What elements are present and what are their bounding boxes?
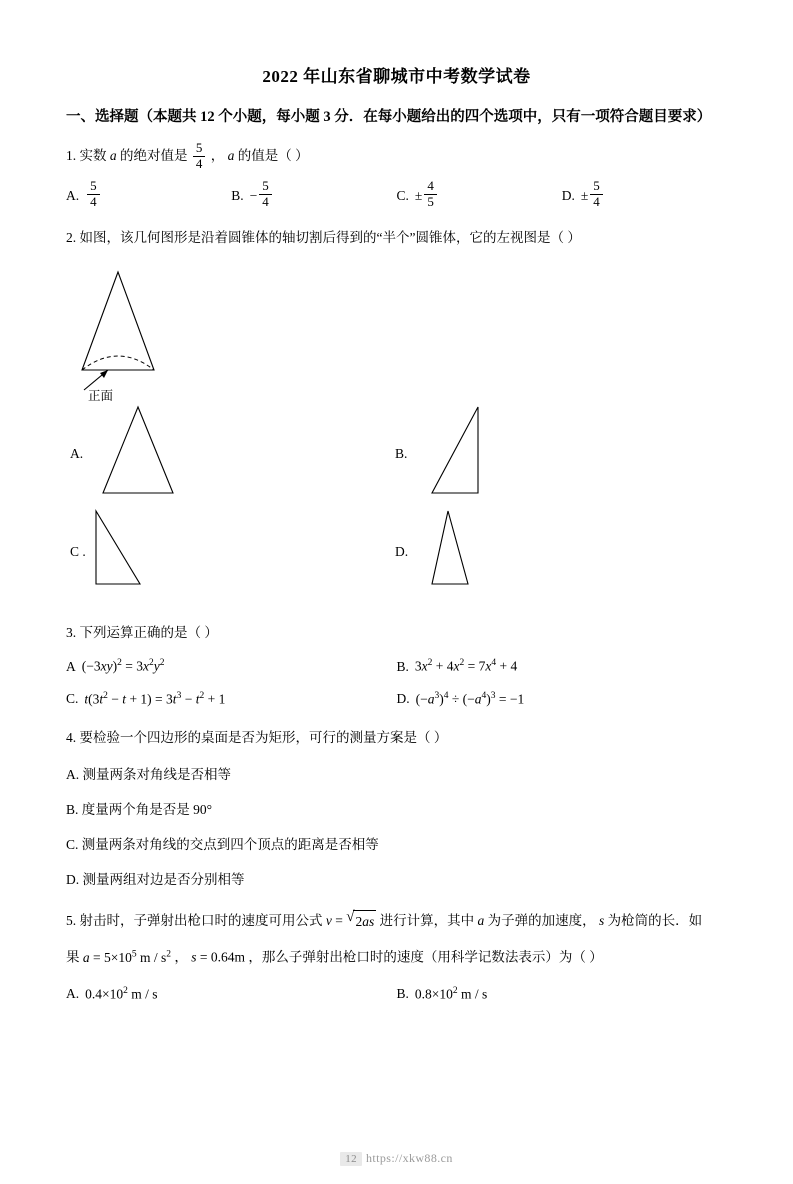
- q2-option-d-label: D.: [395, 543, 409, 559]
- q4-option-b-text: B. 度量两个角是否是 90°: [66, 802, 213, 818]
- q1-option-d-label: D.: [561, 187, 575, 203]
- q3-option-b[interactable]: [397, 658, 728, 675]
- q1-text-c: ，: [210, 148, 225, 164]
- q1-text-a: 1. 实数: [66, 148, 107, 164]
- q1-option-d[interactable]: [562, 180, 727, 210]
- q3-option-a-label: A: [66, 658, 76, 674]
- q1-option-c-num: 4: [427, 178, 434, 194]
- q5-line2-b: ，那么子弹射出枪口时的速度（用科学记数法表示）为（ ）: [248, 949, 603, 965]
- q1-option-a-num: 5: [90, 178, 97, 194]
- q5-text-b: 进行计算，其中: [379, 913, 475, 929]
- q1-option-d-den: 4: [590, 194, 603, 210]
- q5-line2-comma: ，: [174, 949, 188, 965]
- q3-option-d[interactable]: [397, 691, 728, 708]
- q1-fraction-denominator: 4: [193, 156, 206, 172]
- question-1: [66, 142, 727, 172]
- question-1-options: [66, 180, 727, 210]
- q4-option-b[interactable]: [66, 799, 727, 822]
- q4-option-a[interactable]: [66, 764, 727, 787]
- q2-option-b-figure[interactable]: [420, 401, 510, 501]
- q2-option-c-figure[interactable]: [88, 506, 178, 606]
- q1-var-a2: a: [227, 148, 235, 164]
- question-3-options-row1: [66, 658, 727, 675]
- question-3-options-row2: [66, 691, 727, 708]
- q5-line2-a: 果: [66, 949, 80, 965]
- q3-option-c-label: C.: [66, 691, 79, 707]
- q1-option-a-fraction: [87, 179, 100, 209]
- sqrt-icon: √ 2as: [346, 910, 376, 934]
- q5-option-a[interactable]: [66, 986, 397, 1003]
- front-label: 正面: [88, 388, 114, 403]
- q3-option-a[interactable]: [66, 658, 397, 675]
- q5-option-b-label: B.: [396, 985, 409, 1001]
- page-number-badge: 12: [340, 1152, 362, 1166]
- q1-option-d-num: 5: [593, 178, 600, 194]
- q5-eq1: $a = 5\times 10^5$ m / $s^2$: [82, 949, 171, 965]
- q5-var-a: a: [477, 913, 485, 929]
- exam-page: [0, 62, 793, 1184]
- q1-option-d-sign: ±: [580, 187, 589, 203]
- q3-option-b-label: B.: [396, 658, 409, 674]
- q4-option-c-text: C. 测量两条对角线的交点到四个顶点的距离是否相等: [66, 837, 379, 853]
- q1-text-d: 的值是（ ）: [237, 148, 309, 164]
- q4-option-c[interactable]: [66, 834, 727, 857]
- q1-option-a-label: A.: [66, 187, 80, 203]
- q1-text-b: 的绝对值是: [120, 148, 188, 164]
- q4-option-d[interactable]: [66, 869, 727, 892]
- q4-option-d-text: D. 测量两组对边是否分别相等: [66, 872, 245, 888]
- q3-option-d-expr: $(-a^3)^4 \div (-a^4)^3 = -1$: [415, 690, 525, 707]
- q2-option-d-figure[interactable]: [420, 506, 510, 606]
- q1-fraction: [193, 141, 206, 171]
- question-5-options: [66, 986, 727, 1003]
- question-3: [66, 622, 727, 645]
- q1-option-b-label: B.: [231, 187, 244, 203]
- q3-option-a-expr: $(-3xy)^2 = 3x^2y^2$: [81, 658, 165, 674]
- q5-text-d: 为枪筒的长．如: [607, 913, 703, 929]
- q2-option-a-label: A.: [70, 445, 84, 461]
- page-footer: [0, 1151, 793, 1166]
- q5-text-a: 5. 射击时，子弹射出枪口时的速度可用公式: [66, 913, 323, 929]
- question-2: [66, 227, 727, 250]
- q1-option-d-fraction: [590, 179, 603, 209]
- q5-text-c: 为子弹的加速度，: [487, 913, 596, 929]
- q4-option-a-text: A. 测量两条对角线是否相等: [66, 767, 231, 783]
- section-heading: 一、选择题（本题共 12 个小题，每小题 3 分．在每小题给出的四个选项中，只有一项符合题目要求）: [66, 109, 712, 125]
- q3-option-d-label: D.: [396, 691, 410, 707]
- page-title: 2022 年山东省聊城市中考数学试卷: [262, 67, 531, 86]
- q3-option-b-expr: $3x^2 + 4x^2 = 7x^4 + 4$: [414, 658, 518, 674]
- q5-option-b[interactable]: [397, 986, 728, 1003]
- q5-option-a-expr: $0.4\times 10^2$ m / s: [85, 985, 158, 1001]
- q3-option-c[interactable]: [66, 691, 397, 708]
- q2-option-a-figure[interactable]: [95, 401, 185, 501]
- q5-var-s: s: [599, 913, 605, 929]
- q1-option-b-num: 5: [262, 178, 269, 194]
- q1-option-c-den: 5: [424, 194, 437, 210]
- q1-option-c[interactable]: [397, 180, 562, 210]
- q1-option-b-fraction: [259, 179, 272, 209]
- q1-fraction-numerator: 5: [195, 140, 203, 156]
- q3-option-c-expr: $t(3t^2 - t + 1) = 3t^3 - t^2 + 1$: [84, 690, 226, 707]
- q1-option-c-label: C.: [396, 187, 409, 203]
- q1-option-a-den: 4: [87, 194, 100, 210]
- q3-text: 3. 下列运算正确的是（ ）: [66, 624, 218, 640]
- q5-formula: v = √ 2as: [326, 913, 380, 928]
- q2-option-c-label: C .: [70, 543, 86, 559]
- q1-option-b-sign: −: [249, 187, 258, 203]
- footer-url: https://xkw88.cn: [366, 1151, 453, 1165]
- q1-option-c-sign: ±: [414, 187, 423, 203]
- q2-text: 2. 如图，该几何图形是沿着圆锥体的轴切割后得到的“半个”圆锥体，它的左视图是（ ）: [66, 229, 581, 245]
- q1-option-c-fraction: [424, 179, 437, 209]
- q1-option-a[interactable]: [66, 180, 231, 210]
- q1-var-a: a: [109, 148, 117, 164]
- q2-option-b-label: B.: [395, 445, 408, 461]
- q5-option-b-expr: $0.8\times 10^2$ m / s: [414, 985, 488, 1001]
- question-4: [66, 727, 727, 750]
- question-5-line1: [66, 910, 727, 934]
- q1-option-b[interactable]: [231, 180, 396, 210]
- q4-text: 4. 要检验一个四边形的桌面是否为矩形，可行的测量方案是（ ）: [66, 730, 448, 746]
- q1-option-b-den: 4: [259, 194, 272, 210]
- q5-eq2: s = 0.64m: [191, 949, 246, 965]
- question-5-line2: [66, 946, 727, 969]
- q5-option-a-label: A.: [66, 985, 80, 1001]
